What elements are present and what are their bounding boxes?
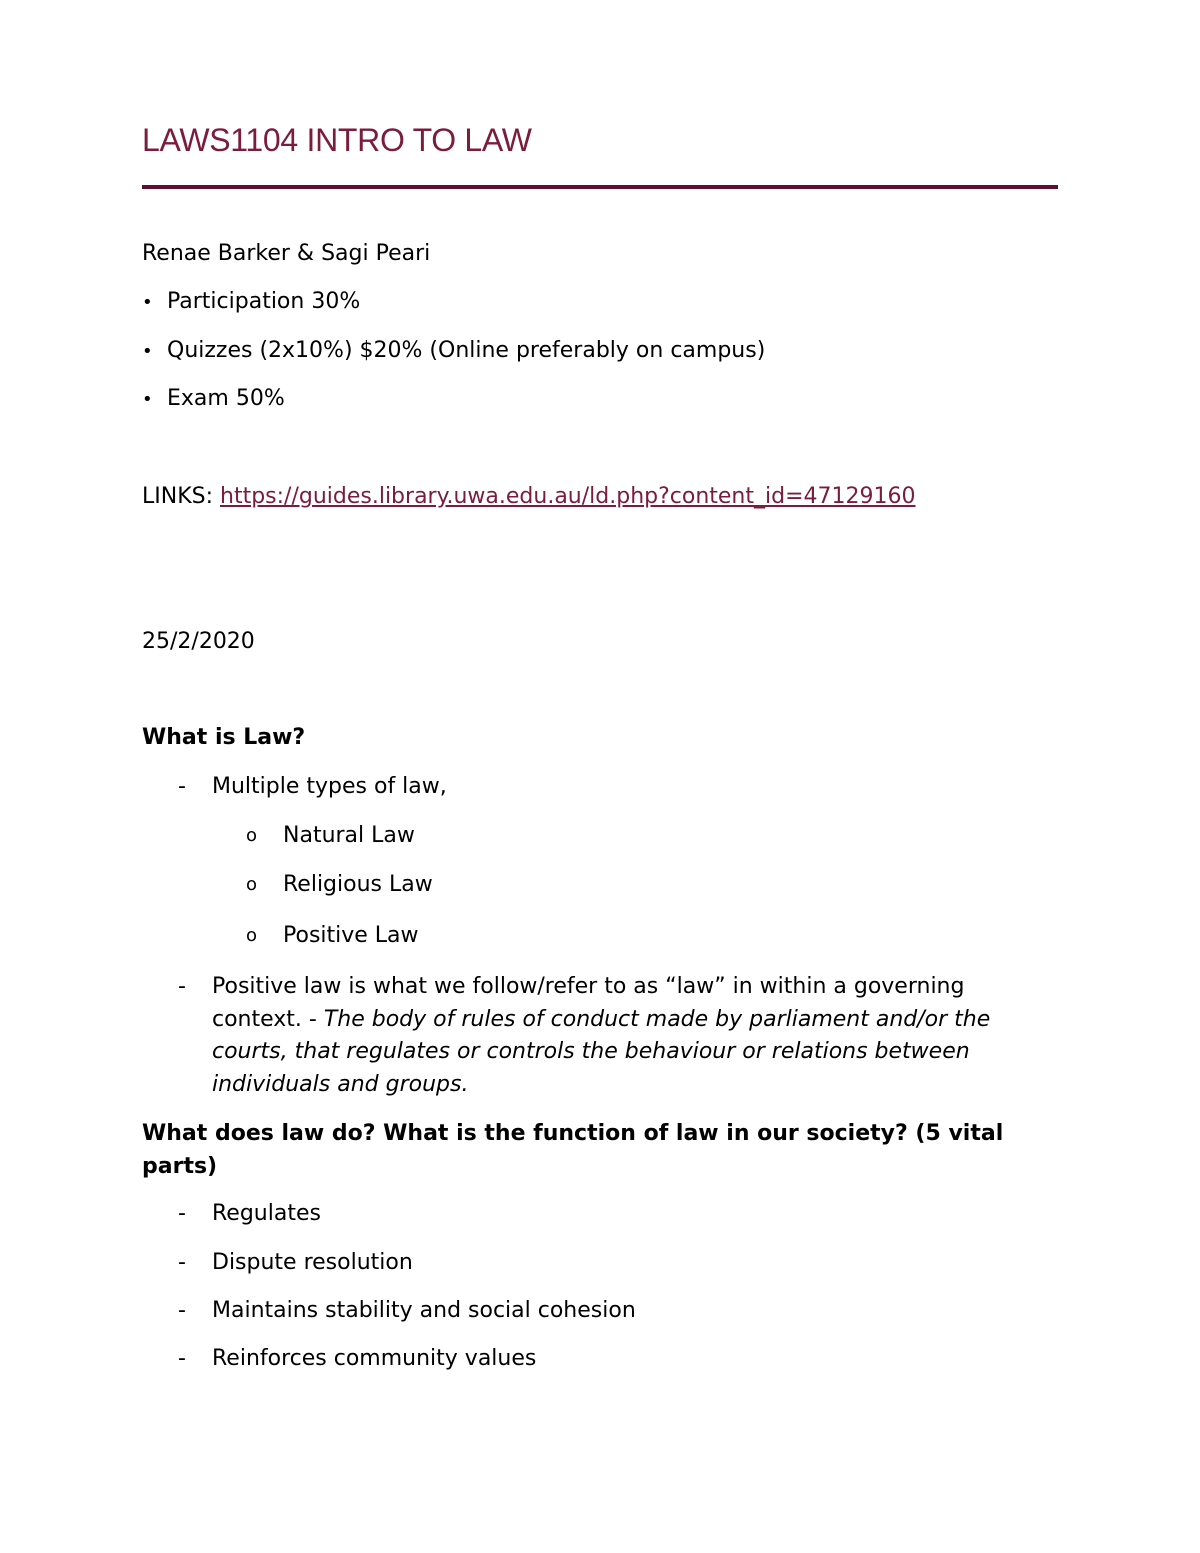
definition-italic: The body of rules of conduct made by parliament and/or the courts, that regulates or controls the behaviour or relations between individuals and groups.	[212, 1006, 991, 1097]
list-item-text: Dispute resolution	[212, 1250, 413, 1275]
dash-marker: -	[178, 774, 186, 799]
assessment-item-text: Exam 50%	[167, 386, 285, 411]
list-item-text: Reinforces community values	[212, 1346, 537, 1371]
authors: Renae Barker & Sagi Peari	[142, 241, 431, 266]
links-line	[142, 481, 916, 513]
lecture-date: 25/2/2020	[142, 629, 255, 654]
positive-law-definition	[212, 971, 1058, 1101]
circle-marker: o	[246, 925, 258, 946]
definition-intro: Positive law is what we follow/refer to as “law” in within a governing context. -	[212, 974, 965, 1032]
dash-marker: -	[178, 1250, 186, 1275]
list-item-text: Maintains stability and social cohesion	[212, 1298, 636, 1323]
bullet-marker: •	[142, 292, 153, 313]
bullet-marker: •	[142, 389, 153, 410]
assessment-item-text: Quizzes (2x10%) $20% (Online preferably on campus)	[167, 338, 766, 363]
library-guide-link[interactable]: https://guides.library.uwa.edu.au/ld.php?content_id=47129160	[220, 484, 916, 509]
dash-marker: -	[178, 1298, 186, 1323]
document-page	[142, 0, 1058, 1553]
sub-list-item-text: Religious Law	[283, 872, 433, 897]
section-heading-function-of-law: What does law do? What is the function of law in our society? (5 vital parts)	[142, 1121, 1004, 1179]
dash-marker: -	[178, 1201, 186, 1226]
dash-marker: -	[178, 974, 186, 999]
circle-marker: o	[246, 874, 258, 895]
assessment-item	[142, 286, 360, 319]
circle-marker: o	[246, 825, 258, 846]
sub-list-item-text: Natural Law	[283, 823, 415, 848]
list-item-text: Multiple types of law,	[212, 774, 447, 799]
links-label: LINKS:	[142, 484, 220, 509]
dash-marker: -	[178, 1346, 186, 1371]
assessment-item-text: Participation 30%	[167, 289, 361, 314]
assessment-item	[142, 335, 765, 368]
sub-list-item-text: Positive Law	[283, 923, 419, 948]
title-underline	[142, 185, 1058, 189]
document-title: LAWS1104 INTRO TO LAW	[142, 122, 532, 158]
list-item-text: Regulates	[212, 1201, 321, 1226]
section-heading-what-is-law: What is Law?	[142, 725, 306, 750]
assessment-item	[142, 383, 285, 416]
bullet-marker: •	[142, 341, 153, 362]
